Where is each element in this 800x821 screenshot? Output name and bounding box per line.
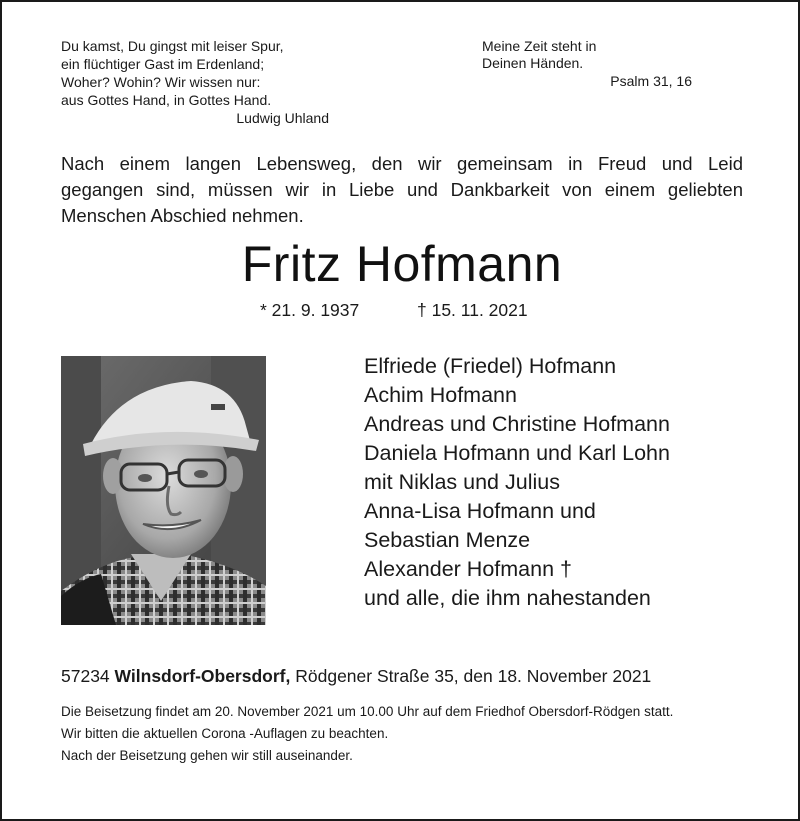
intro-line: Nach einem langen Lebensweg, den wir gemeinsam in Freud und Leid [61,153,743,174]
verse-line: Deinen Händen. [482,55,584,71]
family-list [364,352,670,613]
family-member: Andreas und Christine Hofmann [364,412,670,436]
note-paragraph: Wir bitten die aktuellen Corona -Auflagen zu beachten. [61,726,389,741]
intro-line: Menschen Abschied nehmen. [61,205,304,226]
poem-line: Du kamst, Du gingst mit leiser Spur, [61,38,284,54]
bible-verse-block [482,38,692,90]
poem-block [61,37,329,127]
portrait-illustration [61,356,266,625]
address-town: Wilnsdorf-Obersdorf, [114,666,291,686]
death-date: † 15. 11. 2021 [417,300,528,320]
birth-date: * 21. 9. 1937 [260,300,360,320]
address-rest: Rödgener Straße 35, den 18. November 2021 [295,666,652,686]
funeral-notes [61,703,751,769]
note-paragraph: Die Beisetzung findet am 20. November 2021 um 10.00 Uhr auf dem Friedhof Obersdorf-Rödgen statt. [61,704,674,719]
family-member: Daniela Hofmann und Karl Lohn [364,441,670,465]
intro-text [61,151,743,229]
family-member: Alexander Hofmann † [364,557,572,581]
poem-line: ein flüchtiger Gast im Erdenland; [61,56,265,72]
note-paragraph: Nach der Beisetzung gehen wir still auseinander. [61,748,353,763]
poem-line: Woher? Wohin? Wir wissen nur: [61,74,261,90]
family-member: Sebastian Menze [364,528,531,552]
family-member: mit Niklas und Julius [364,470,560,494]
family-member: und alle, die ihm nahestanden [364,586,651,610]
verse-line: Meine Zeit steht in [482,38,597,54]
poem-line: aus Gottes Hand, in Gottes Hand. [61,92,272,108]
verse-reference: Psalm 31, 16 [610,73,692,89]
poem-author: Ludwig Uhland [236,110,329,126]
address-zip: 57234 [61,666,110,686]
family-member: Elfriede (Friedel) Hofmann [364,354,617,378]
deceased-name: Fritz Hofmann [241,236,563,292]
family-member: Achim Hofmann [364,383,517,407]
intro-line: gegangen sind, müssen wir in Liebe und Dankbarkeit von einem geliebten [61,179,743,200]
family-member: Anna-Lisa Hofmann und [364,499,596,523]
portrait-photo [61,356,266,625]
address-line [61,665,651,687]
